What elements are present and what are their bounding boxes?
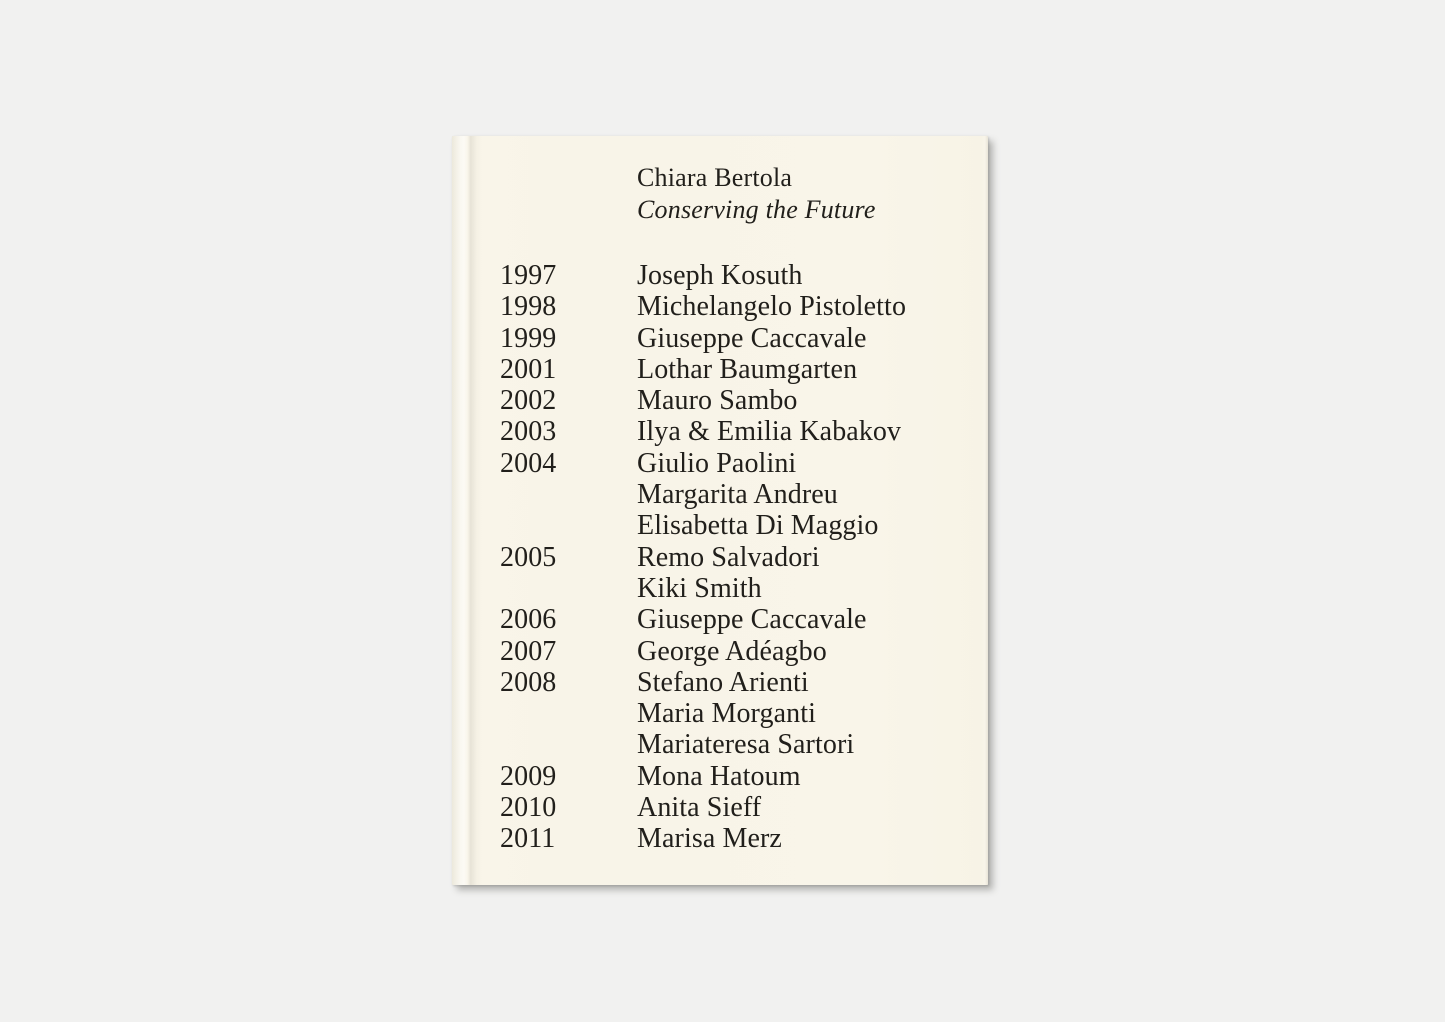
book-title: Conserving the Future bbox=[637, 195, 876, 224]
entry-artist: Kiki Smith bbox=[637, 572, 762, 604]
entry-artist: Giuseppe Caccavale bbox=[637, 322, 867, 354]
entry-artist: Mauro Sambo bbox=[637, 385, 798, 417]
entry-year: 2005 bbox=[500, 541, 557, 573]
exhibition-entry bbox=[500, 291, 968, 322]
exhibition-entry bbox=[500, 823, 968, 854]
entry-artist: Maria Morganti bbox=[637, 698, 816, 730]
entry-artist: Mona Hatoum bbox=[637, 760, 801, 792]
exhibition-entry bbox=[500, 323, 968, 354]
entry-artist: Mariateresa Sartori bbox=[637, 729, 855, 761]
entry-artist: Giulio Paolini bbox=[637, 447, 797, 479]
entry-year: 2006 bbox=[500, 604, 557, 636]
entry-artist: Margarita Andreu bbox=[637, 479, 838, 511]
entry-year: 1999 bbox=[500, 322, 557, 354]
entry-artist: Elisabetta Di Maggio bbox=[637, 510, 879, 542]
entry-year: 2004 bbox=[500, 447, 557, 479]
entry-year: 1998 bbox=[500, 291, 557, 323]
entry-artist: Ilya & Emilia Kabakov bbox=[637, 416, 902, 448]
exhibition-entry bbox=[500, 448, 968, 479]
entry-artist: Giuseppe Caccavale bbox=[637, 604, 867, 636]
exhibition-entry bbox=[500, 667, 968, 698]
exhibition-entry bbox=[500, 510, 968, 541]
cover-content bbox=[500, 162, 968, 855]
exhibition-entry bbox=[500, 479, 968, 510]
entry-year: 2003 bbox=[500, 416, 557, 448]
entry-year: 2010 bbox=[500, 792, 557, 824]
entry-artist: Remo Salvadori bbox=[637, 541, 820, 573]
exhibition-entry bbox=[500, 542, 968, 573]
book-page-edge bbox=[981, 136, 988, 885]
entry-artist: Lothar Baumgarten bbox=[637, 353, 858, 385]
entry-artist: Marisa Merz bbox=[637, 823, 782, 855]
entry-artist: Stefano Arienti bbox=[637, 666, 809, 698]
exhibition-entry bbox=[500, 354, 968, 385]
entry-year: 2009 bbox=[500, 760, 557, 792]
book-spine bbox=[452, 136, 492, 885]
cover-header bbox=[637, 162, 968, 226]
exhibition-entry bbox=[500, 698, 968, 729]
entry-artist: Joseph Kosuth bbox=[637, 260, 803, 291]
entry-year: 2007 bbox=[500, 635, 557, 667]
exhibition-entry bbox=[500, 761, 968, 792]
entry-artist: Anita Sieff bbox=[637, 792, 762, 824]
entry-year: 2008 bbox=[500, 666, 557, 698]
entry-artist: George Adéagbo bbox=[637, 635, 827, 667]
exhibition-entry bbox=[500, 604, 968, 635]
entry-year: 1997 bbox=[500, 260, 557, 291]
entry-artist: Michelangelo Pistoletto bbox=[637, 291, 907, 323]
exhibition-entry bbox=[500, 636, 968, 667]
exhibition-entry bbox=[500, 416, 968, 447]
entry-year: 2001 bbox=[500, 353, 557, 385]
exhibition-entry bbox=[500, 729, 968, 760]
exhibition-list bbox=[500, 260, 968, 855]
exhibition-entry bbox=[500, 792, 968, 823]
exhibition-entry bbox=[500, 385, 968, 416]
exhibition-entry bbox=[500, 573, 968, 604]
book-cover bbox=[452, 136, 988, 885]
entry-year: 2011 bbox=[500, 823, 556, 855]
entry-year: 2002 bbox=[500, 385, 557, 417]
author-name: Chiara Bertola bbox=[637, 163, 793, 192]
exhibition-entry bbox=[500, 260, 968, 291]
